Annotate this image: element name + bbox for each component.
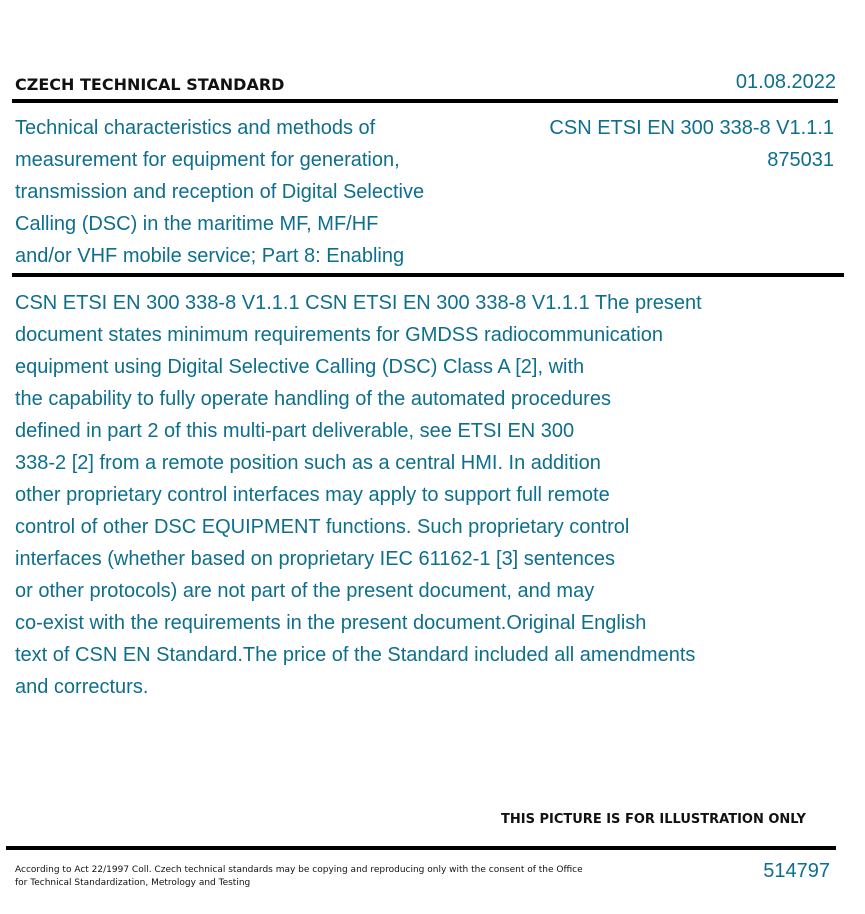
- legal-notice: According to Act 22/1997 Coll. Czech technical standards may be copying and reproducing only with the consent of the Office for Technical Standardization, Metrology and Testing: [15, 865, 583, 888]
- header-divider: [12, 99, 838, 103]
- catalog-number: 514797: [763, 860, 830, 882]
- standard-number: 875031: [767, 149, 834, 171]
- publication-date: 01.08.2022: [735, 71, 836, 93]
- illustration-note: THIS PICTURE IS FOR ILLUSTRATION ONLY: [501, 812, 806, 827]
- document-type-label: CZECH TECHNICAL STANDARD: [15, 75, 285, 94]
- footer-divider: [6, 846, 836, 850]
- standard-title: Technical characteristics and methods of measurement for equipment for generation, transmission and reception of Digital Selective Calling (DSC) in the maritime MF, MF/HF and/or VHF mobile service; Part 8: Enabling: [15, 117, 425, 267]
- title-divider: [12, 273, 844, 277]
- standard-code: CSN ETSI EN 300 338-8 V1.1.1: [549, 117, 834, 139]
- standard-description: CSN ETSI EN 300 338-8 V1.1.1 CSN ETSI EN 300 338-8 V1.1.1 The present document states minimum requirements for GMDSS radiocommunication equipment using Digital Selective Calling (DSC) Class A [2], with the capability to fully operate handling of the automated procedures defined in part 2 of this multi-part deliverable, see ETSI EN 300 338-2 [2] from a remote position such as a central HMI. In addition other proprietary control interfaces may apply to support full remote control of other DSC EQUIPMENT functions. Such proprietary control interfaces (whether based on proprietary IEC 61162-1 [3] sentences or other protocols) are not part of the present document, and may co-exist with the requirements in the present document.Original English text of CSN EN Standard.The price of the Standard included all amendments and correcturs.: [15, 292, 702, 698]
